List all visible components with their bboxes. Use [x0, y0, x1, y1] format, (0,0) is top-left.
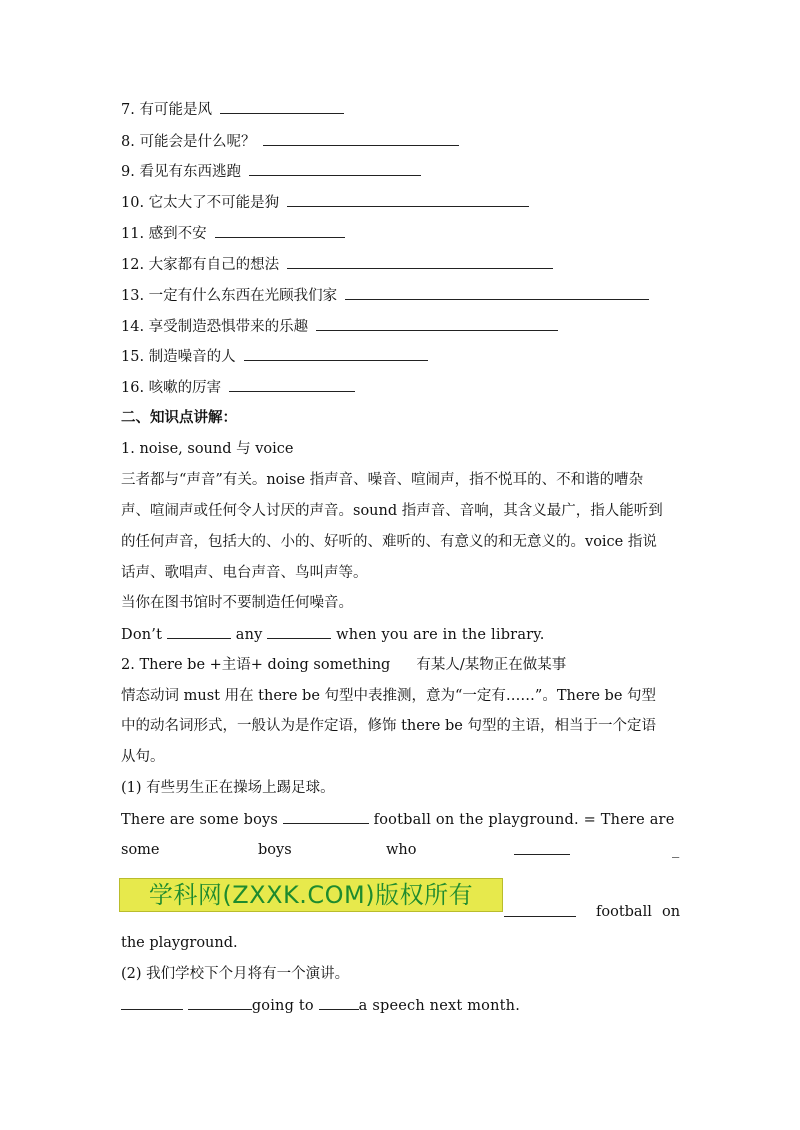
vocab-item-16: 16. 咳嗽的厉害	[121, 377, 355, 398]
answer-blank[interactable]	[188, 995, 252, 1010]
vocab-item-11: 11. 感到不安	[121, 223, 345, 244]
answer-blank[interactable]	[287, 254, 553, 269]
point2-example1-en-line2-d: _	[672, 842, 680, 858]
answer-blank[interactable]	[504, 902, 576, 923]
point2-example1-en-line2-c: who	[386, 842, 417, 858]
point2-example1-en-line3-b: on	[662, 904, 681, 920]
vocab-item-12: 12. 大家都有自己的想法	[121, 254, 553, 275]
answer-blank[interactable]	[287, 192, 529, 207]
point1-explanation-line: 声、喧闹声或任何令人讨厌的声音。sound 指声音、音响，其含义最广，指人能听到	[121, 503, 663, 519]
answer-blank[interactable]	[345, 285, 649, 300]
vocab-item-9: 9. 看见有东西逃跑	[121, 161, 421, 182]
vocab-item-15: 15. 制造噪音的人	[121, 346, 428, 367]
answer-blank[interactable]	[283, 809, 369, 824]
point2-example1-en-line2-a: some	[121, 842, 160, 858]
point1-explanation-line: 三者都与“声音”有关。noise 指声音、噪音、喧闹声，指不悦耳的、不和谐的嘈杂	[121, 472, 644, 488]
point2-example1-en-line1: There are some boys football on the playground. = There are	[121, 809, 674, 830]
point2-example1-en-line3: football	[596, 904, 652, 920]
point2-explanation-line: 从句。	[121, 749, 165, 765]
section-title: 二、知识点讲解：	[121, 409, 237, 426]
vocab-item-14: 14. 享受制造恐惧带来的乐趣	[121, 316, 558, 337]
answer-blank[interactable]	[215, 223, 345, 238]
answer-blank[interactable]	[319, 995, 359, 1010]
watermark-logo: 学科网(ZXXK.COM)版权所有	[119, 878, 503, 912]
point1-heading: 1. noise, sound 与 voice	[121, 441, 294, 457]
answer-blank[interactable]	[121, 995, 183, 1010]
point2-example1-cn: (1) 有些男生正在操场上踢足球。	[121, 780, 335, 796]
answer-blank[interactable]	[514, 840, 570, 861]
vocab-item-13: 13. 一定有什么东西在光顾我们家	[121, 285, 649, 306]
vocab-item-8: 8. 可能会是什么呢？	[121, 131, 459, 152]
point2-example1-en-line2-b: boys	[258, 842, 292, 858]
point2-example2-en: going to a speech next month.	[121, 995, 520, 1016]
answer-blank[interactable]	[316, 316, 558, 331]
answer-blank[interactable]	[249, 161, 421, 176]
answer-blank[interactable]	[244, 346, 428, 361]
answer-blank[interactable]	[267, 624, 331, 639]
point1-explanation-line: 话声、歌唱声、电台声音、鸟叫声等。	[121, 565, 368, 581]
point2-explanation-line: 中的动名词形式，一般认为是作定语，修饰 there be 句型的主语，相当于一个定语	[121, 718, 656, 734]
vocab-item-10: 10. 它太大了不可能是狗	[121, 192, 529, 213]
answer-blank[interactable]	[263, 131, 459, 146]
point2-explanation-line: 情态动词 must 用在 there be 句型中表推测，意为“一定有……”。There be 句型	[121, 688, 657, 704]
vocab-item-7: 7. 有可能是风	[121, 99, 344, 120]
answer-blank[interactable]	[220, 99, 344, 114]
point1-explanation-line: 的任何声音，包括大的、小的、好听的、难听的、有意义的和无意义的。voice 指说	[121, 534, 657, 550]
point2-heading: 2. There be +主语+ doing something 有某人/某物正在做某事	[121, 657, 567, 673]
answer-blank[interactable]	[167, 624, 231, 639]
answer-blank[interactable]	[229, 377, 355, 392]
point1-example-en: Don’t any when you are in the library.	[121, 624, 545, 645]
point1-example-cn: 当你在图书馆时不要制造任何噪音。	[121, 595, 353, 611]
point2-example1-en-line4: the playground.	[121, 935, 238, 951]
point2-example2-cn: (2) 我们学校下个月将有一个演讲。	[121, 966, 350, 982]
